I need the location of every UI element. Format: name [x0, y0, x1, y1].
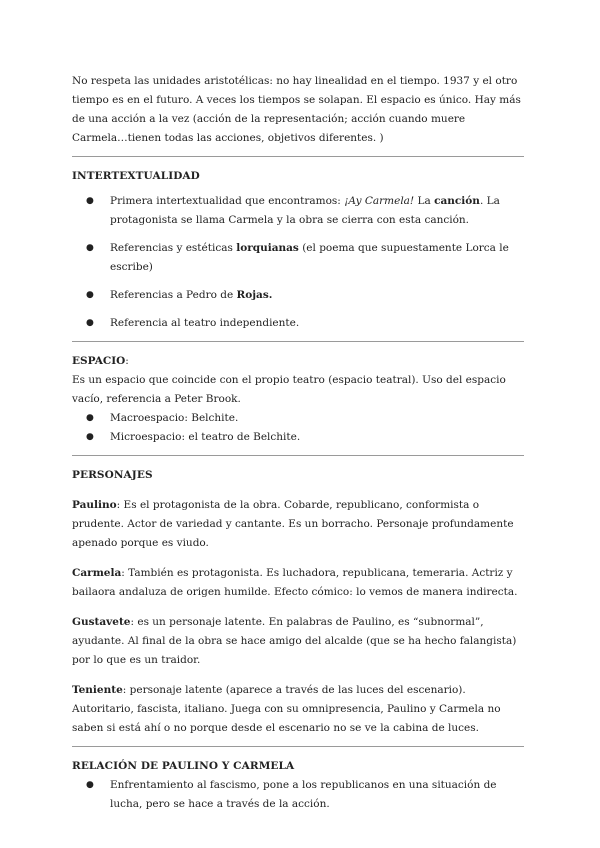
list-item: [72, 428, 524, 447]
item-text: Referencias a Pedro de: [110, 289, 237, 301]
section-relacion: [72, 757, 524, 814]
section-espacio: [72, 352, 524, 447]
bullet-icon: ●: [86, 432, 94, 442]
list-item: [72, 192, 524, 230]
list-item: [72, 286, 524, 305]
section-divider: [72, 156, 524, 157]
character-paragraph: [72, 681, 524, 738]
character-name: Teniente: [72, 684, 123, 696]
bullet-list: [72, 409, 524, 447]
character-description: : personaje latente (aparece a través de las luces del escenario). Autoritario, fascista, italiano. Juega con su omnipresencia, Paulino y Carmela no saben si está ahí o no porque desde el escenario no se ve la cabina de luces.: [72, 684, 501, 734]
item-text: Referencia al teatro independiente.: [110, 317, 300, 329]
intro-paragraph: No respeta las unidades aristotélicas: no hay linealidad en el tiempo. 1937 y el otro tiempo es en el futuro. A veces los tiempos se solapan. El espacio es único. Hay más de una acción a la vez (acción de la representación; acción cuando muere Carmela…tienen todas las acciones, objetivos diferentes. ): [72, 75, 521, 144]
bullet-icon: ●: [86, 318, 94, 328]
heading-colon: :: [125, 355, 129, 367]
character-name: Paulino: [72, 499, 117, 511]
document-page: [72, 72, 524, 814]
item-text: Referencias y estéticas: [110, 242, 237, 254]
bullet-icon: ●: [86, 780, 94, 790]
bullet-icon: ●: [86, 290, 94, 300]
character-name: Gustavete: [72, 616, 131, 628]
section-divider: [72, 746, 524, 747]
character-description: : Es el protagonista de la obra. Cobarde, republicano, conformista o prudente. Actor de variedad y cantante. Es un borracho. Personaje profundamente apenado porque es viudo.: [72, 499, 514, 549]
list-item: [72, 239, 524, 277]
espacio-heading-line: [72, 352, 524, 371]
character-paragraph: [72, 564, 524, 602]
bullet-icon: ●: [86, 243, 94, 253]
character-paragraph: [72, 613, 524, 670]
espacio-paragraph: Es un espacio que coincide con el propio teatro (espacio teatral). Uso del espacio vacío, referencia a Peter Brook.: [72, 374, 506, 405]
item-text: (el poema que supuestamente Lorca le escribe): [110, 242, 509, 273]
item-bold: Rojas.: [236, 289, 273, 301]
section-divider: [72, 455, 524, 456]
item-text: Macroespacio: Belchite.: [110, 412, 239, 424]
item-text: Enfrentamiento al fascismo, pone a los republicanos en una situación de lucha, pero se hace a través de la acción.: [110, 779, 497, 810]
character-description: : es un personaje latente. En palabras de Paulino, es “subnormal”, ayudante. Al final de la obra se hace amigo del alcalde (que se ha hecho falangista) por lo que es un traidor.: [72, 616, 517, 666]
list-item: [72, 314, 524, 333]
section-heading: RELACIÓN DE PAULINO Y CARMELA: [72, 760, 295, 772]
bullet-icon: ●: [86, 413, 94, 423]
item-bold: canción: [434, 195, 480, 207]
item-text: La: [414, 195, 435, 207]
bullet-list: [72, 776, 524, 814]
character-paragraph: [72, 496, 524, 553]
list-item: [72, 409, 524, 428]
character-name: Carmela: [72, 567, 122, 579]
section-intertextualidad: [72, 167, 524, 333]
item-italic: ¡Ay Carmela!: [344, 195, 415, 207]
section-personajes: [72, 466, 524, 738]
list-item: [72, 776, 524, 814]
section-heading: ESPACIO: [72, 355, 126, 367]
section-heading: PERSONAJES: [72, 469, 153, 481]
item-text: . La protagonista se llama Carmela y la obra se cierra con esta canción.: [110, 195, 500, 226]
bullet-list: [72, 192, 524, 333]
item-bold: lorquianas: [236, 242, 299, 254]
item-text: Primera intertextualidad que encontramos:: [110, 195, 345, 207]
section-divider: [72, 341, 524, 342]
section-heading: INTERTEXTUALIDAD: [72, 170, 200, 182]
character-description: : También es protagonista. Es luchadora, republicana, temeraria. Actriz y bailaora andaluza de origen humilde. Efecto cómico: lo vemos de manera indirecta.: [72, 567, 518, 598]
item-text: Microespacio: el teatro de Belchite.: [110, 431, 301, 443]
bullet-icon: ●: [86, 196, 94, 206]
